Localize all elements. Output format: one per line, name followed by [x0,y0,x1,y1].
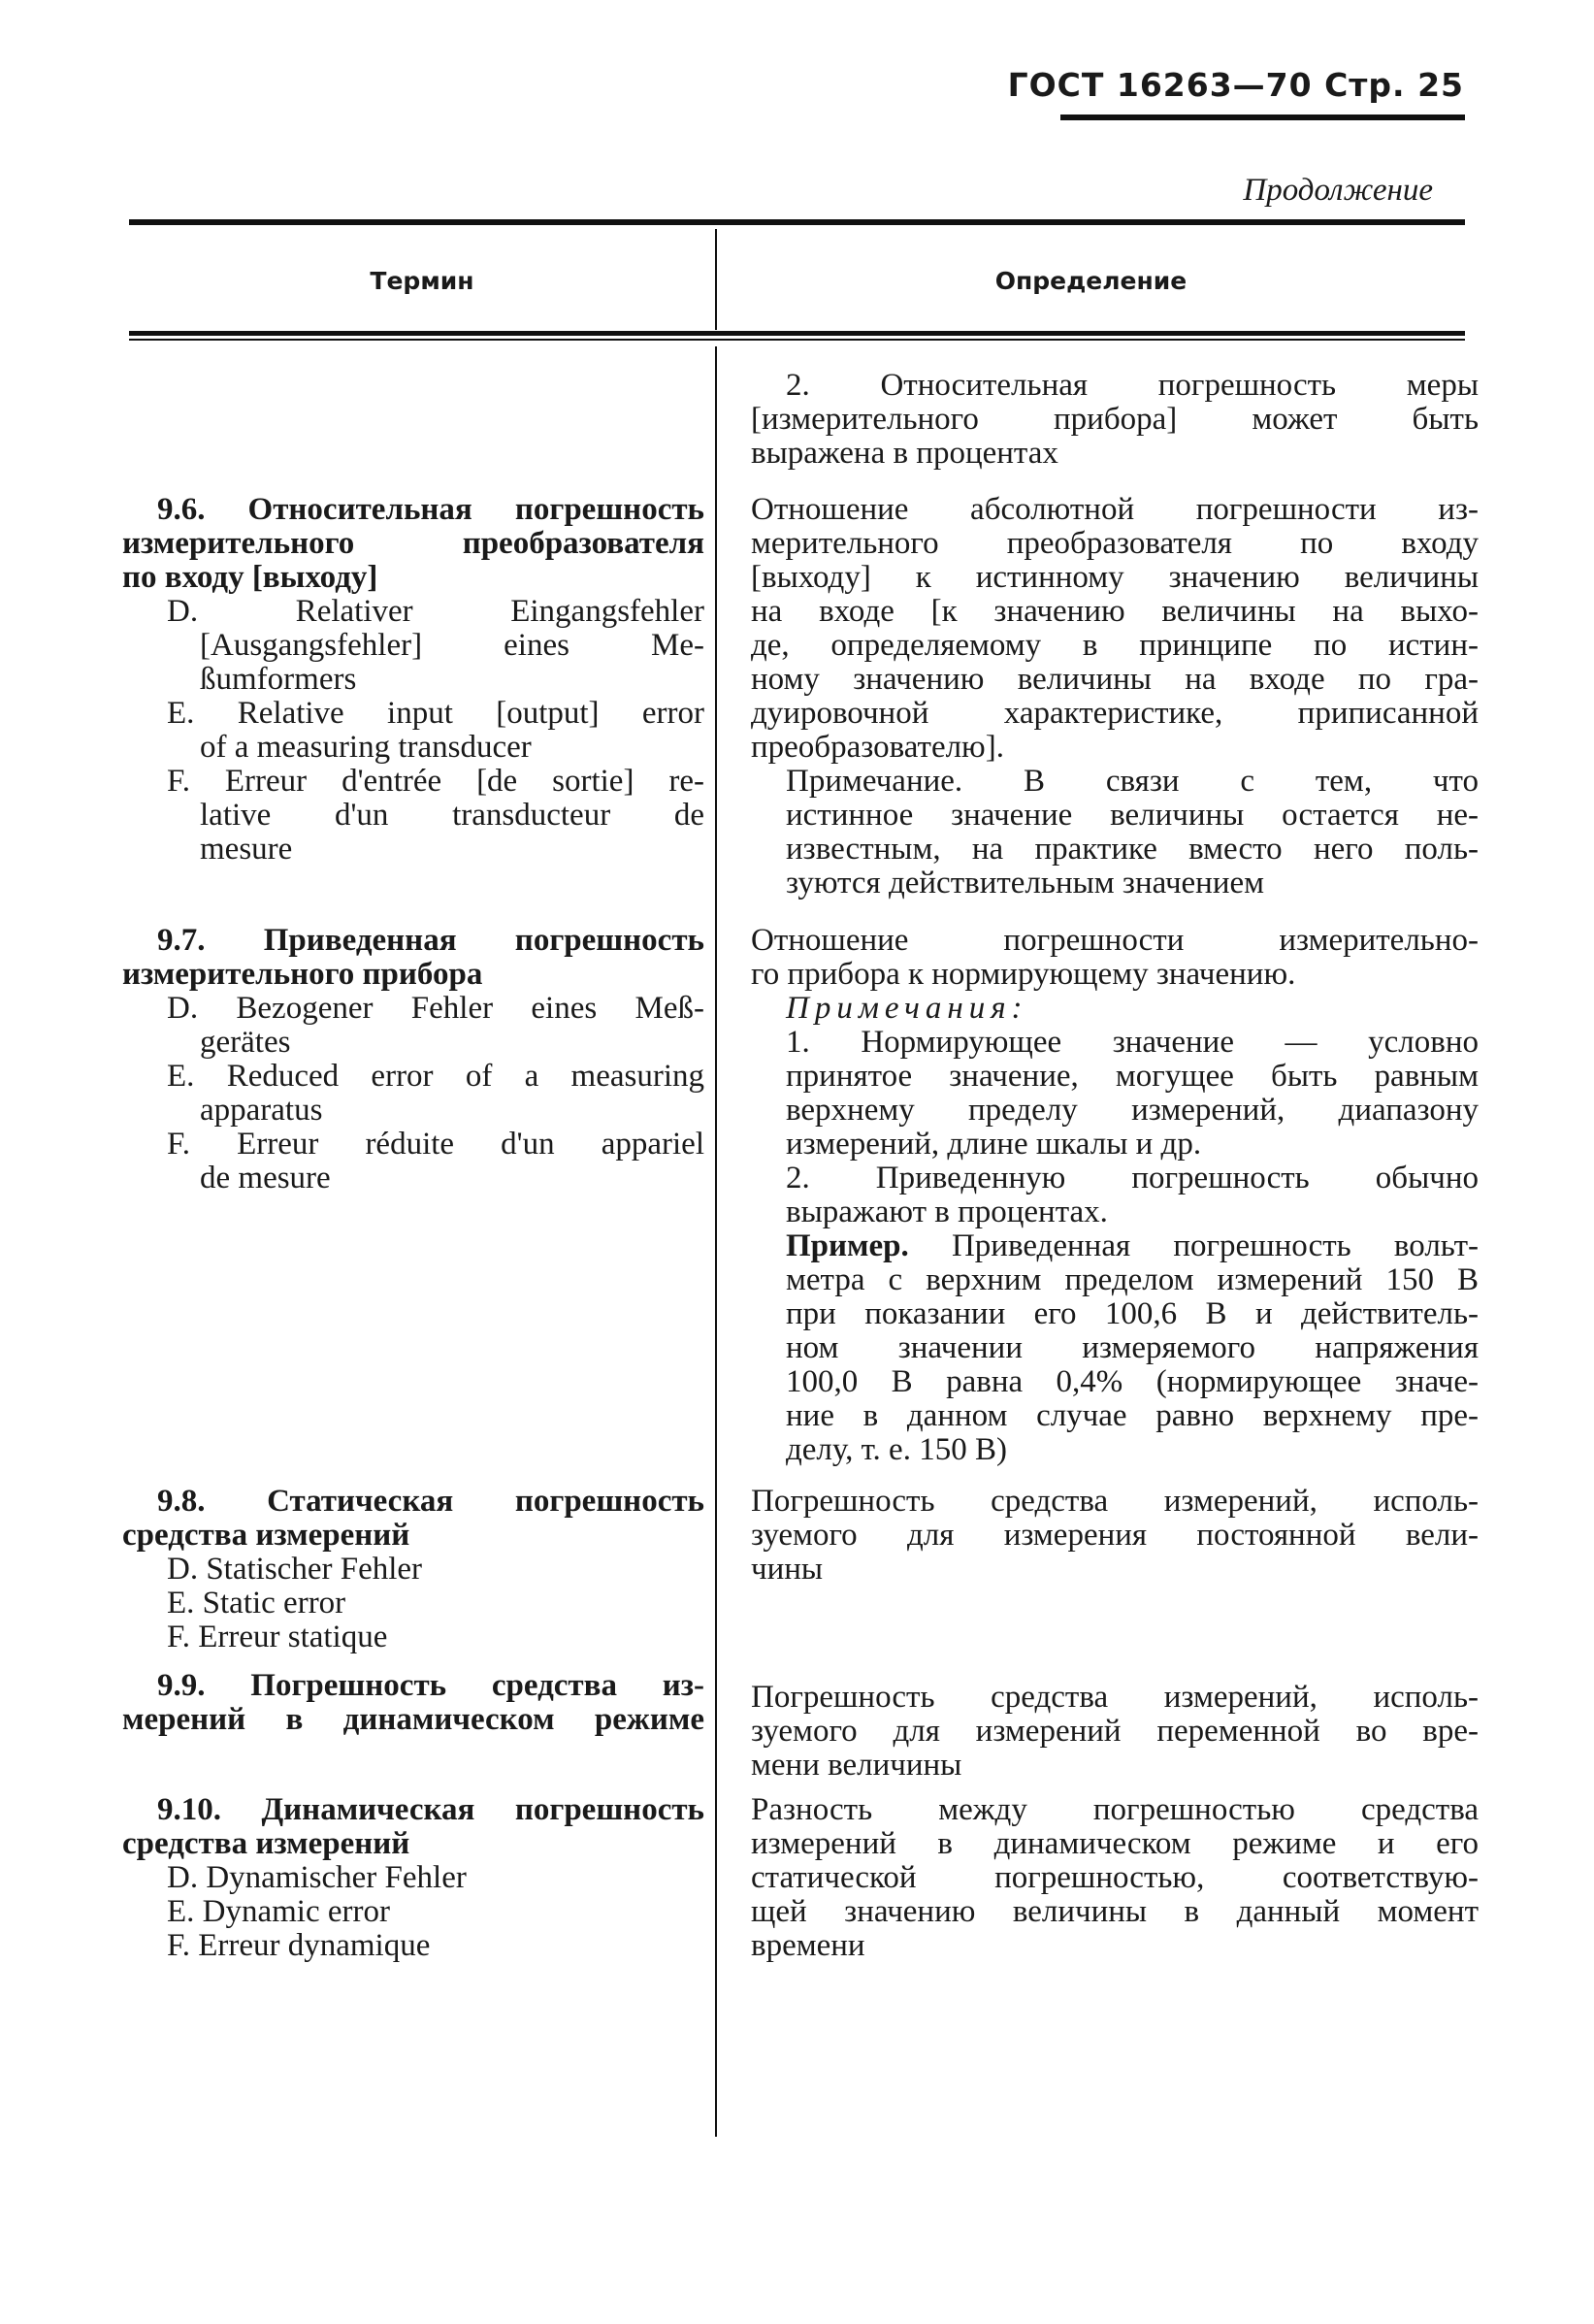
definition-line: преобразователю]. [751,730,1004,765]
term-english: E. Dynamic error [167,1894,390,1929]
term-english-cont: apparatus [200,1093,323,1128]
definition-9-8 [751,1485,1479,1587]
term-9-10 [122,1793,704,1963]
note-line: истинное значение величины остается не- [786,798,1479,833]
term-english: E. Relative input [output] error [167,696,704,731]
note-line: выражают в процентах. [786,1195,1108,1229]
definition-line: дуировочной характеристике, приписанной [751,696,1479,731]
term-title-line: 9.7. Приведенная погрешность [157,923,704,958]
term-french-cont: de mesure [200,1161,331,1195]
example-label: Пример. [786,1228,909,1263]
example-line: делу, т. е. 150 В) [786,1432,1007,1467]
term-title-line: измерительного прибора [122,957,483,992]
definition-line: мерительного преобразователя по входу [751,526,1479,561]
note-line: измерений, длине шкалы и др. [786,1127,1202,1162]
example-line: ном значении измеряемого напряжения [786,1330,1479,1365]
definition-line: [выходу] к истинному значению величины [751,560,1479,595]
term-9-6 [122,493,704,867]
definition-line: щей значению величины в данный момент [751,1894,1479,1929]
definition-line: Погрешность средства измерений, исполь- [751,1484,1479,1519]
term-german: D. Dynamischer Fehler [167,1860,467,1895]
definition-line: на входе [к значению величины на выхо- [751,594,1479,629]
term-title-line: 9.8. Статическая погрешность [157,1484,704,1519]
example-line: 100,0 В равна 0,4% (нормирующее значе- [786,1364,1479,1399]
note-line: верхнему пределу измерений, диапазону [786,1093,1479,1128]
definition-line: Разность между погрешностью средства [751,1792,1479,1827]
term-9-7 [122,924,704,1195]
term-title-line: мерений в динамическом режиме [122,1702,704,1737]
definition-line: измерений в динамическом режиме и его [751,1826,1479,1861]
note-line: зуются действительным значением [786,866,1265,900]
term-title-line: 9.6. Относительная погрешность [157,492,704,527]
definition-9-10 [751,1793,1479,1963]
definition-line: зуемого для измерения постоянной вели- [751,1518,1479,1553]
definition-line: го прибора к нормирующему значению. [751,957,1296,992]
definition-9-9 [751,1681,1479,1783]
table-header-rule-thin [129,339,1465,341]
definition-line: выражена в процентах [751,436,1058,471]
definition-line: де, определяемому в принципе по истин- [751,628,1479,663]
page-header: ГОСТ 16263—70 Стр. 25 [1007,66,1464,104]
continuation-label: Продолжение [1243,173,1433,208]
term-title-line: средства измерений [122,1826,410,1861]
term-french: F. Erreur statique [167,1620,388,1654]
note-line: 1. Нормирующее значение — условно [786,1025,1479,1060]
definition-continued [751,369,1479,471]
example-line: метра с верхним пределом измерений 150 В [786,1262,1479,1297]
table-top-rule [129,219,1465,225]
term-german: D. Statischer Fehler [167,1552,423,1587]
header-rule [1060,115,1465,120]
definition-9-7 [751,924,1479,1467]
column-divider [715,346,717,2137]
definition-line: чины [751,1552,824,1587]
note-line: 2. Приведенную погрешность обычно [786,1161,1479,1195]
definition-line: Погрешность средства измерений, исполь- [751,1680,1479,1715]
term-german-cont: [Ausgangsfehler] eines Me- [200,628,704,663]
note-line: известным, на практике вместо него поль- [786,832,1479,867]
example-line: при показании его 100,6 В и действитель- [786,1296,1479,1331]
example-line [751,1229,1479,1263]
term-title-line: по входу [выходу] [122,560,378,595]
term-english-cont: of a measuring transducer [200,730,532,765]
definition-line: времени [751,1928,865,1963]
note-line: Примечание. В связи с тем, что [786,764,1479,799]
term-title-line: средства измерений [122,1518,410,1553]
column-header-definition: Определение [994,267,1187,295]
term-title-line: 9.9. Погрешность средства из- [157,1668,704,1703]
table-header-rule [129,331,1465,336]
term-9-9 [122,1669,704,1737]
example-line: ние в данном случае равно верхнему пре- [786,1398,1479,1433]
definition-line: Отношение абсолютной погрешности из- [751,492,1479,527]
definition-line: ному значению величины на входе по гра- [751,662,1479,697]
definition-line: статической погрешностью, соответствую- [751,1860,1479,1895]
term-german: D. Bezogener Fehler eines Meß- [167,991,704,1026]
term-title-line: 9.10. Динамическая погрешность [157,1792,704,1827]
term-title-line: измерительного преобразователя [122,526,704,561]
term-french-cont: lative d'un transducteur de [200,798,704,833]
term-french: F. Erreur réduite d'un appariel [167,1127,704,1162]
example-text: Приведенная погрешность вольт- [951,1228,1479,1263]
definition-9-6 [751,493,1479,900]
definition-line: зуемого для измерений переменной во вре- [751,1714,1479,1749]
term-english: E. Reduced error of a measuring [167,1059,704,1094]
term-french: F. Erreur d'entrée [de sortie] re- [167,764,704,799]
term-french-cont: mesure [200,832,293,867]
term-french: F. Erreur dynamique [167,1928,431,1963]
term-german-cont: gerätes [200,1025,291,1060]
term-german-cont: ßumformers [200,662,357,697]
term-english: E. Static error [167,1586,346,1620]
definition-line: мени величины [751,1748,962,1783]
definition-line: 2. Относительная погрешность меры [786,368,1479,403]
column-header-term: Термин [370,267,474,295]
definition-line: [измерительного прибора] может быть [751,402,1479,437]
definition-line: Отношение погрешности измерительно- [751,923,1479,958]
notes-heading: Примечания: [786,991,1028,1026]
term-german: D. Relativer Eingangsfehler [167,594,704,629]
note-line: принятое значение, могущее быть равным [786,1059,1479,1094]
term-9-8 [122,1485,704,1654]
